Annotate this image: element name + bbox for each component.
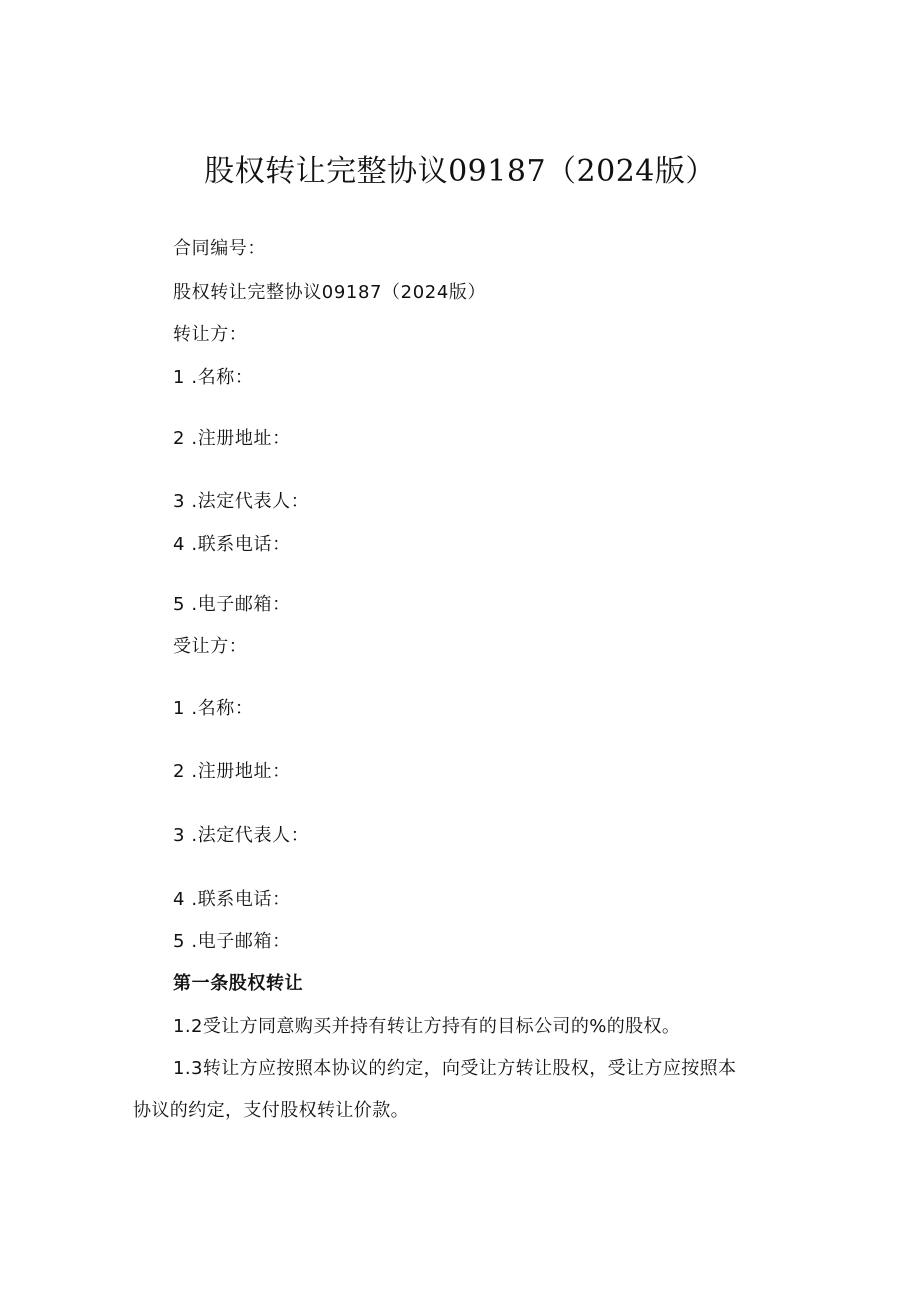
clause-1-3-line-2: 协议的约定，支付股权转让价款。 bbox=[133, 1100, 409, 1121]
transferor-email-field: 5 .电子邮箱： bbox=[173, 594, 291, 615]
transferor-heading: 转让方： bbox=[173, 324, 248, 345]
transferee-heading: 受让方： bbox=[173, 636, 248, 657]
transferee-name-field: 1 .名称： bbox=[173, 698, 254, 719]
transferee-address-field: 2 .注册地址： bbox=[173, 761, 291, 782]
clause-1-2: 1.2受让方同意购买并持有转让方持有的目标公司的%的股权。 bbox=[173, 1016, 681, 1037]
transferor-name-field: 1 .名称： bbox=[173, 367, 254, 388]
document-title: 股权转让完整协议09187（2024版） bbox=[204, 154, 716, 189]
document-subtitle: 股权转让完整协议09187（2024版） bbox=[173, 282, 487, 303]
article-1-heading: 第一条股权转让 bbox=[173, 973, 304, 994]
transferee-email-field: 5 .电子邮箱： bbox=[173, 931, 291, 952]
transferor-address-field: 2 .注册地址： bbox=[173, 428, 291, 449]
contract-number-label: 合同编号： bbox=[173, 238, 266, 259]
transferee-phone-field: 4 .联系电话： bbox=[173, 889, 291, 910]
transferee-legal-rep-field: 3 .法定代表人： bbox=[173, 825, 310, 846]
transferor-legal-rep-field: 3 .法定代表人： bbox=[173, 491, 310, 512]
transferor-phone-field: 4 .联系电话： bbox=[173, 534, 291, 555]
clause-1-3-line-1: 1.3转让方应按照本协议的约定，向受让方转让股权，受让方应按照本 bbox=[173, 1058, 737, 1079]
